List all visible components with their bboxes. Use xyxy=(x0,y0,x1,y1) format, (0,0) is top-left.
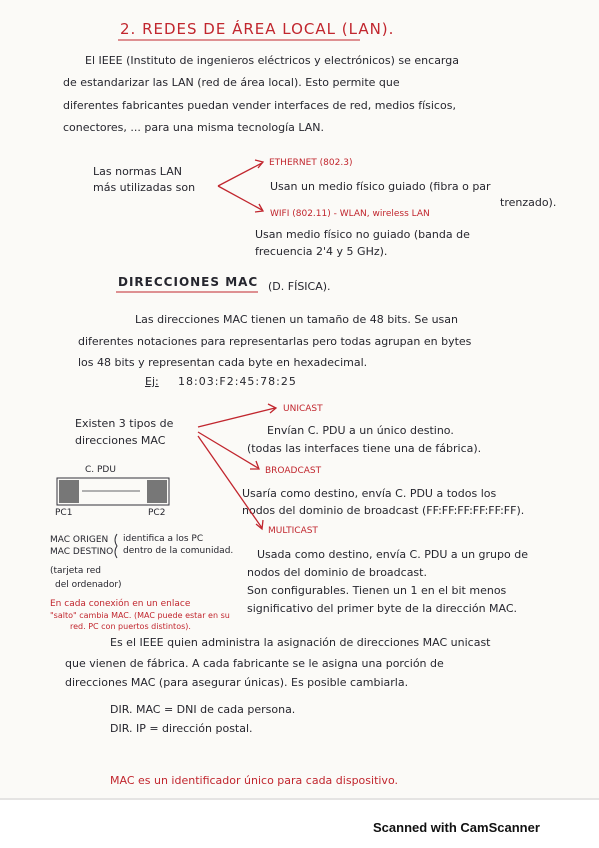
scanner-watermark: Scanned with CamScanner xyxy=(373,820,540,835)
wifi-desc-1: Usan medio físico no guiado (banda de xyxy=(255,228,470,241)
side-note-4: del ordenador) xyxy=(55,580,122,590)
multicast-desc-2: nodos del dominio de broadcast. xyxy=(247,566,427,579)
broadcast-desc-1: Usaría como destino, envía C. PDU a todos los xyxy=(242,487,497,500)
wifi-desc-2: frecuencia 2'4 y 5 GHz). xyxy=(255,245,388,258)
ieee-line-1: Es el IEEE quien administra la asignación de direcciones MAC unicast xyxy=(110,636,491,649)
multicast-desc-1: Usada como destino, envía C. PDU a un grupo de xyxy=(257,548,528,561)
multicast-desc-4: significativo del primer byte de la dirección MAC. xyxy=(247,602,518,615)
pc2-label: PC2 xyxy=(148,508,166,518)
red-note-1: En cada conexión en un enlace xyxy=(50,599,191,609)
pc1-label: PC1 xyxy=(55,508,73,518)
ieee-line-3: direcciones MAC (para asegurar únicas). Es posible cambiarla. xyxy=(65,676,409,689)
side-note-right-1: identifica a los PC xyxy=(123,534,204,544)
dir-mac: DIR. MAC = DNI de cada persona. xyxy=(110,703,296,716)
mac-text-2: diferentes notaciones para representarlas pero todas agrupan en bytes xyxy=(78,335,472,348)
multicast-desc-3: Son configurables. Tienen un 1 en el bit menos xyxy=(247,584,507,597)
example-value: 18:03:F2:45:78:25 xyxy=(178,375,297,388)
arrow-ethernet xyxy=(218,163,262,186)
intro-line-1: El IEEE (Instituto de ingenieros eléctricos y electrónicos) se encarga xyxy=(85,54,459,67)
normas-label-2: más utilizadas son xyxy=(93,181,196,194)
dir-ip: DIR. IP = dirección postal. xyxy=(110,722,253,735)
bottom-note: MAC es un identificador único para cada dispositivo. xyxy=(110,774,398,787)
tipos-label-1: Existen 3 tipos de xyxy=(75,417,174,430)
mac-text-3: los 48 bits y representan cada byte en hexadecimal. xyxy=(78,356,368,369)
broadcast-title: BROADCAST xyxy=(265,466,322,476)
example-label: Ej: xyxy=(145,375,159,388)
wifi-title: WIFI (802.11) - WLAN, wireless LAN xyxy=(270,209,430,219)
normas-label-1: Las normas LAN xyxy=(93,165,182,178)
broadcast-desc-2: nodos del dominio de broadcast (FF:FF:FF:FF:FF:FF). xyxy=(242,504,525,517)
pc2-block xyxy=(147,480,167,503)
unicast-desc-2: (todas las interfaces tiene una de fábrica). xyxy=(247,442,482,455)
ethernet-desc-2: trenzado). xyxy=(500,196,557,209)
mac-heading: DIRECCIONES MAC xyxy=(118,275,259,289)
ethernet-desc-1: Usan un medio físico guiado (fibra o par xyxy=(270,180,491,193)
multicast-title: MULTICAST xyxy=(268,526,318,536)
red-note-2: "salto" cambia MAC. (MAC puede estar en su xyxy=(50,611,230,620)
unicast-title: UNICAST xyxy=(283,404,323,414)
tipos-label-2: direcciones MAC xyxy=(75,434,166,447)
page-title: 2. REDES DE ÁREA LOCAL (LAN). xyxy=(120,20,395,38)
ieee-line-2: que vienen de fábrica. A cada fabricante se le asigna una porción de xyxy=(65,657,444,670)
arrow-wifi xyxy=(218,186,262,210)
arrow-multicast xyxy=(198,436,262,528)
side-note-3: (tarjeta red xyxy=(50,566,101,576)
unicast-desc-1: Envían C. PDU a un único destino. xyxy=(267,424,454,437)
side-note-right-2: dentro de la comunidad. xyxy=(123,546,234,556)
side-note-2: MAC DESTINO xyxy=(50,547,114,557)
intro-line-4: conectores, ... para una misma tecnología LAN. xyxy=(63,121,325,134)
mac-text-1: Las direcciones MAC tienen un tamaño de 48 bits. Se usan xyxy=(135,313,459,326)
arrow-unicast xyxy=(198,408,275,427)
intro-line-3: diferentes fabricantes puedan vender interfaces de red, medios físicos, xyxy=(63,99,456,112)
brace xyxy=(115,534,117,558)
ethernet-title: ETHERNET (802.3) xyxy=(269,158,353,168)
pdu-label: C. PDU xyxy=(85,465,116,475)
mac-subheading: (D. FÍSICA). xyxy=(268,280,331,293)
side-note-1: MAC ORIGEN xyxy=(50,535,109,545)
pc1-block xyxy=(59,480,79,503)
intro-line-2: de estandarizar las LAN (red de área local). Esto permite que xyxy=(63,76,400,89)
red-note-3: red. PC con puertos distintos). xyxy=(70,622,191,631)
